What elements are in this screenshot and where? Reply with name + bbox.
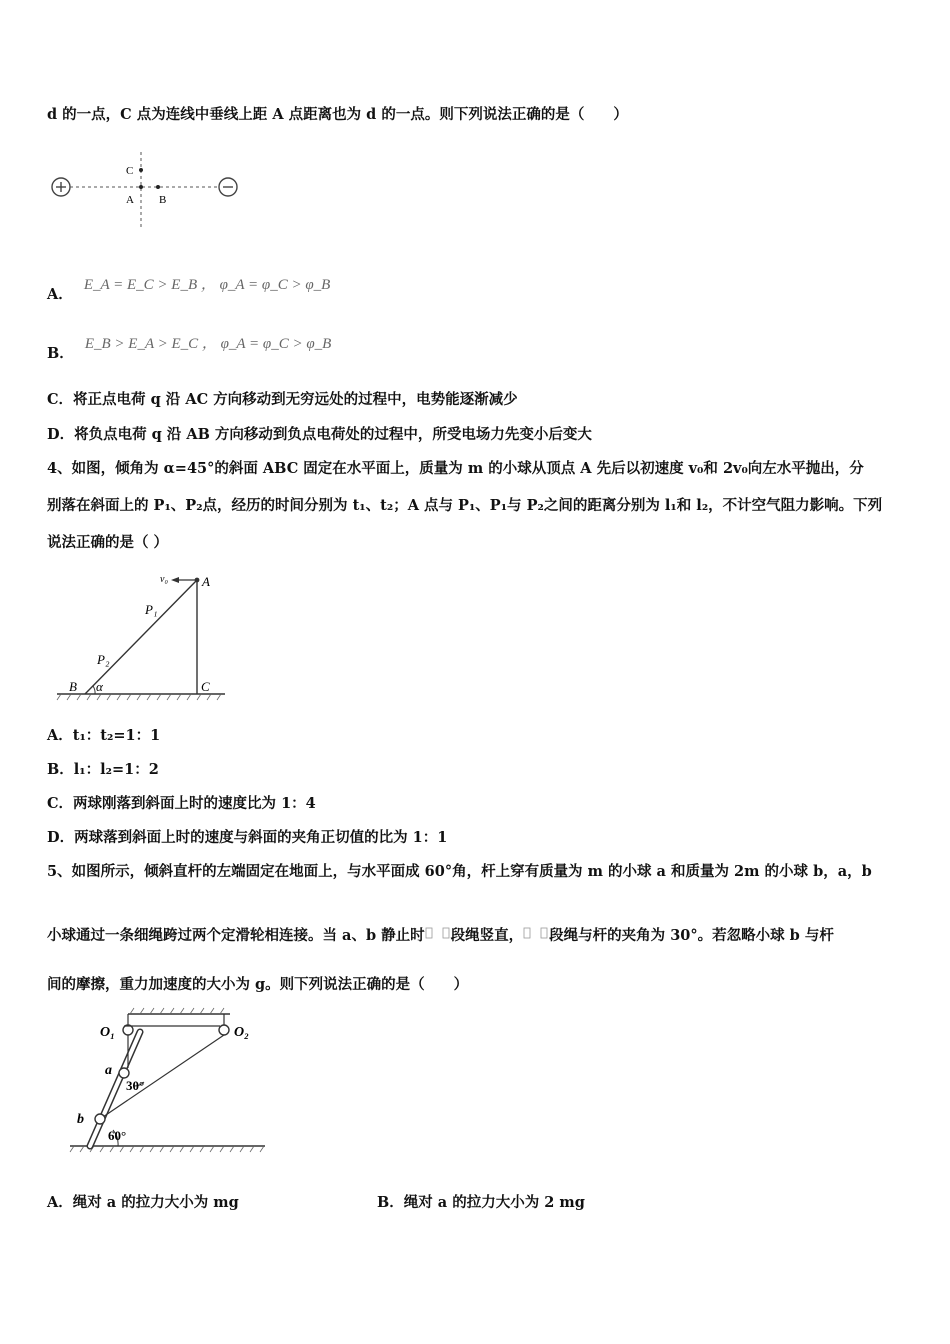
q5-stem-line2-part-c: 段绳与杆的夹角为 30°。若忽略小球 b 与杆 [549, 927, 834, 944]
label-c: C [126, 165, 134, 177]
option-b-label: B． [47, 345, 74, 362]
q4-option-d: D．两球落到斜面上时的速度与斜面的夹角正切值的比为 1：1 [47, 829, 448, 846]
q4-option-a: A．t₁：t₂=1：1 [47, 727, 161, 744]
option-a-math: E_A = E_C > E_B ， φ_A = φ_C > φ_B [83, 277, 331, 293]
q4-option-c: C．两球刚落到斜面上时的速度比为 1：4 [47, 795, 316, 812]
q4-option-b: B．l₁：l₂=1：2 [47, 761, 159, 778]
q4-stem-line3: 说法正确的是（ ） [47, 534, 169, 551]
missing-symbol-icon [523, 927, 549, 945]
label-v0: v₀ [160, 574, 168, 585]
q3-option-b [47, 336, 332, 363]
q4-stem-line1: 4、如图，倾角为 α=45°的斜面 ABC 固定在水平面上，质量为 m 的小球从顶点 A 先后以初速度 v₀和 2v₀向左水平抛出，分 [47, 460, 864, 477]
label-30: 30° [126, 1078, 145, 1093]
label-a: A [202, 574, 210, 589]
label-o1: O₁ [100, 1025, 115, 1040]
missing-symbol-icon [425, 927, 451, 945]
q4-incline-figure [55, 565, 235, 709]
q5-stem-line2 [47, 924, 834, 945]
q3-option-c: C．将正点电荷 q 沿 AC 方向移动到无穷远处的过程中，电势能逐渐减少 [47, 391, 518, 408]
label-p1: P₁ [145, 602, 158, 617]
q3-option-d: D．将负点电荷 q 沿 AB 方向移动到负点电荷处的过程中，所受电场力先变小后变大 [47, 426, 592, 443]
q3-stem-tail: d 的一点，C 点为连线中垂线上距 A 点距离也为 d 的一点。则下列说法正确的是（ ） [47, 106, 628, 123]
label-b: B [159, 194, 167, 206]
option-a-label: A． [47, 286, 73, 303]
label-c: C [201, 679, 210, 694]
option-b-math: E_B > E_A > E_C ， φ_A = φ_C > φ_B [84, 336, 332, 352]
q5-stem-line2-part-a: 小球通过一条细绳跨过两个定滑轮相连接。当 a、b 静止时 [47, 927, 425, 944]
label-p2: P₂ [97, 652, 110, 667]
q3-option-a [47, 277, 331, 304]
q5-option-b: B．绳对 a 的拉力大小为 2 mg [377, 1194, 585, 1211]
q5-pulley-figure [60, 1000, 270, 1159]
label-a: A [126, 194, 134, 206]
q5-option-a: A．绳对 a 的拉力大小为 mg [47, 1194, 239, 1211]
q3-charges-figure [45, 150, 245, 234]
q5-stem-line1: 5、如图所示，倾斜直杆的左端固定在地面上，与水平面成 60°角，杆上穿有质量为 m 的小球 a 和质量为 2m 的小球 b，a，b [47, 863, 872, 880]
label-60: 60° [108, 1128, 127, 1143]
label-b: B [69, 679, 77, 694]
q5-stem-line2-part-b: 段绳竖直， [450, 927, 524, 944]
label-alpha: α [96, 679, 103, 694]
q4-stem-line2: 别落在斜面上的 P₁、P₂点，经历的时间分别为 t₁、t₂；A 点与 P₁、P₁与 P₂之间的距离分别为 l₁和 l₂，不计空气阻力影响。下列 [47, 497, 883, 514]
label-a: a [105, 1063, 112, 1078]
label-o2: O₂ [234, 1025, 249, 1040]
q5-stem-line3: 间的摩擦，重力加速度的大小为 g。则下列说法正确的是（ ） [47, 976, 469, 993]
label-b: b [77, 1112, 84, 1127]
